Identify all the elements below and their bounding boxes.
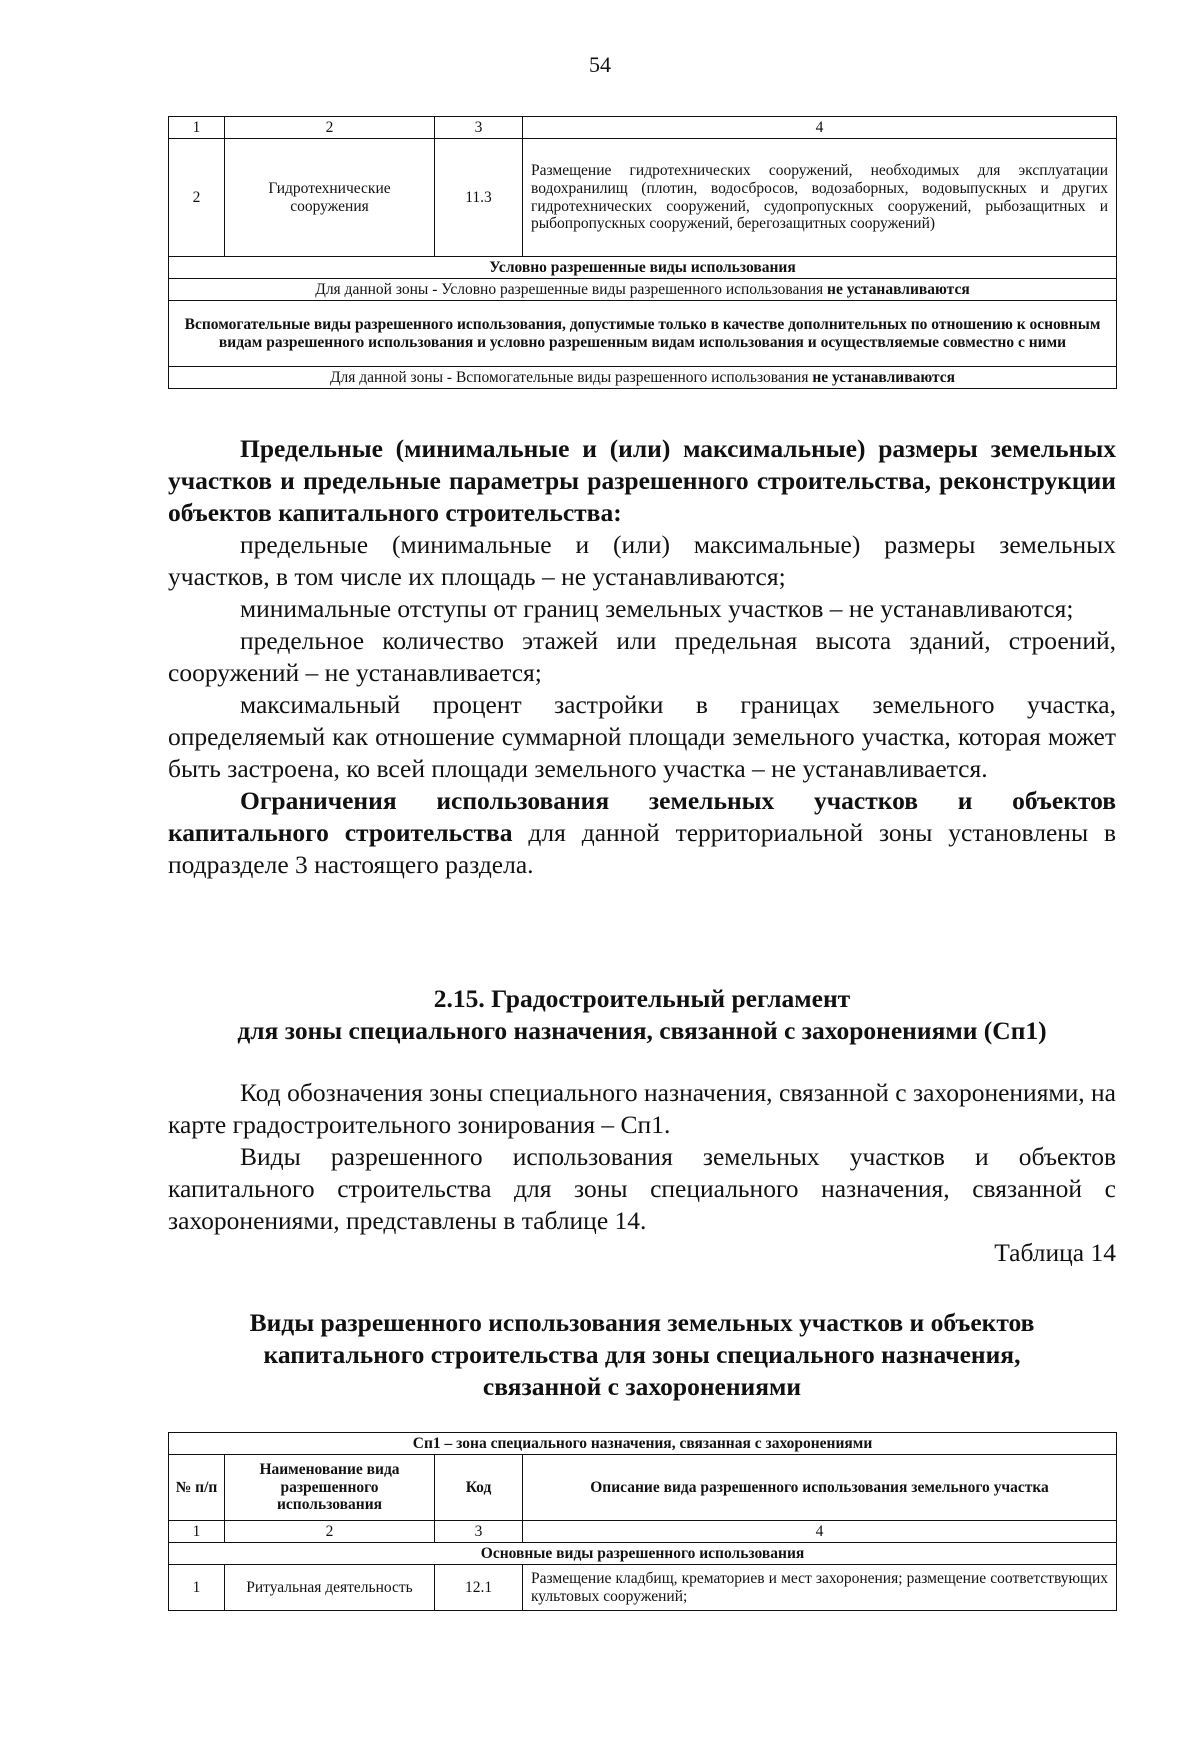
column-number-cell: 2 bbox=[225, 117, 435, 139]
table-row bbox=[169, 1565, 1117, 1611]
body-paragraph: Код обозначения зоны специального назначения, связанной с захоронениями, на карте градостроительного зонирования – Сп1. bbox=[168, 1078, 1116, 1139]
note-row bbox=[169, 279, 1117, 301]
body-paragraph: предельные (минимальные и (или) максимальные) размеры земельных участков, в том числе их площадь – не устанавливаются; bbox=[168, 530, 1116, 591]
restrictions-text: для данной территориальной зоны установлены в подразделе 3 настоящего раздела. bbox=[168, 818, 1117, 879]
table-title-line: капитального строительства для зоны специального назначения, bbox=[263, 1340, 1021, 1369]
permitted-use-table-continuation bbox=[168, 116, 1117, 389]
note-text: Для данной зоны - Вспомогательные виды разрешенного использования bbox=[329, 368, 813, 386]
body-paragraph: предельное количество этажей или предельная высота зданий, строений, сооружений – не устанавливается; bbox=[168, 626, 1116, 687]
table-row bbox=[169, 139, 1117, 257]
use-code-cell: 11.3 bbox=[435, 139, 523, 257]
column-number-cell: 3 bbox=[435, 117, 523, 139]
header-row bbox=[169, 1455, 1117, 1521]
table-14 bbox=[168, 1432, 1117, 1611]
use-name-cell: Ритуальная деятельность bbox=[225, 1565, 435, 1611]
limits-heading: Предельные (минимальные и (или) максимальные) размеры земельных участков и предельные параметры разрешенного строительства, реконструкции объектов капитального строительства: bbox=[168, 434, 1116, 527]
auxiliary-uses-note bbox=[169, 367, 1117, 389]
page-number: 54 bbox=[589, 52, 611, 77]
body-paragraph: Виды разрешенного использования земельных участков и объектов капитального строительства для зоны специального назначения, связанной с захоронениями, представлены в таблице 14. bbox=[168, 1142, 1116, 1235]
table-title-line: Виды разрешенного использования земельных участков и объектов bbox=[249, 1308, 1035, 1337]
use-code-cell: 12.1 bbox=[435, 1565, 523, 1611]
header-description: Описание вида разрешенного использования земельного участка bbox=[523, 1455, 1117, 1521]
conditional-uses-heading: Условно разрешенные виды использования bbox=[169, 257, 1117, 279]
note-emphasis: не устанавливаются bbox=[827, 280, 970, 298]
main-uses-heading: Основные виды разрешенного использования bbox=[169, 1543, 1117, 1565]
section-subtitle: для зоны специального назначения, связанной с захоронениями (Сп1) bbox=[237, 1016, 1047, 1045]
column-number-cell: 4 bbox=[523, 117, 1117, 139]
body-paragraph: максимальный процент застройки в границах земельного участка, определяемый как отношение суммарной площади земельного участка, которая может быть застроена, ко всей площади земельного участка – не устанавливается. bbox=[168, 690, 1116, 783]
section-heading-row bbox=[169, 1543, 1117, 1565]
table-caption: Таблица 14 bbox=[994, 1238, 1116, 1267]
limits-section bbox=[168, 433, 1116, 881]
table-title-line: связанной с захоронениями bbox=[482, 1372, 802, 1401]
section-heading bbox=[168, 983, 1116, 1047]
column-number-cell: 1 bbox=[169, 1521, 225, 1543]
section-title: 2.15. Градостроительный регламент bbox=[433, 984, 851, 1013]
use-description-cell: Размещение кладбищ, крематориев и мест захоронения; размещение соответствующих культовых сооружений; bbox=[523, 1565, 1117, 1611]
column-number-cell: 4 bbox=[523, 1521, 1117, 1543]
zone-heading-row bbox=[169, 1433, 1117, 1455]
table-title bbox=[168, 1307, 1116, 1403]
note-row bbox=[169, 367, 1117, 389]
body-paragraph: минимальные отступы от границ земельных участков – не устанавливаются; bbox=[240, 594, 1074, 623]
column-number-cell: 3 bbox=[435, 1521, 523, 1543]
zone-heading: Сп1 – зона специального назначения, связанная с захоронениями bbox=[169, 1433, 1117, 1455]
restrictions-paragraph bbox=[168, 785, 1116, 881]
header-num: № п/п bbox=[169, 1455, 225, 1521]
note-emphasis: не устанавливаются bbox=[812, 368, 956, 386]
column-number-row bbox=[169, 117, 1117, 139]
header-code: Код bbox=[435, 1455, 523, 1521]
zone-description bbox=[168, 1077, 1116, 1269]
column-number-cell: 2 bbox=[225, 1521, 435, 1543]
use-description-cell: Размещение гидротехнических сооружений, необходимых для эксплуатации водохранилищ (плотин, водосбросов, водозаборных, водовыпускных и других гидротехнических сооружений, судопропускных сооружений, рыбозащитных и рыбопропускных сооружений, берегозащитных сооружений) bbox=[523, 139, 1117, 257]
column-number-row bbox=[169, 1521, 1117, 1543]
use-name-cell: Гидротехнические сооружения bbox=[225, 139, 435, 257]
restrictions-emphasis: Ограничения использования земельных участков и объектов капитального строительства bbox=[168, 786, 1116, 847]
auxiliary-uses-heading: Вспомогательные виды разрешенного использования, допустимые только в качестве дополнительных по отношению к основным видам разрешенного использования и условно разрешенным видам использования и осуществляемые совместно с ними bbox=[169, 301, 1117, 367]
section-heading-row bbox=[169, 301, 1117, 367]
note-text: Для данной зоны - Условно разрешенные виды разрешенного использования bbox=[315, 280, 828, 298]
conditional-uses-note bbox=[169, 279, 1117, 301]
row-number-cell: 1 bbox=[169, 1565, 225, 1611]
row-number-cell: 2 bbox=[169, 139, 225, 257]
header-name: Наименование вида разрешенного использования bbox=[225, 1455, 435, 1521]
column-number-cell: 1 bbox=[169, 117, 225, 139]
section-heading-row bbox=[169, 257, 1117, 279]
